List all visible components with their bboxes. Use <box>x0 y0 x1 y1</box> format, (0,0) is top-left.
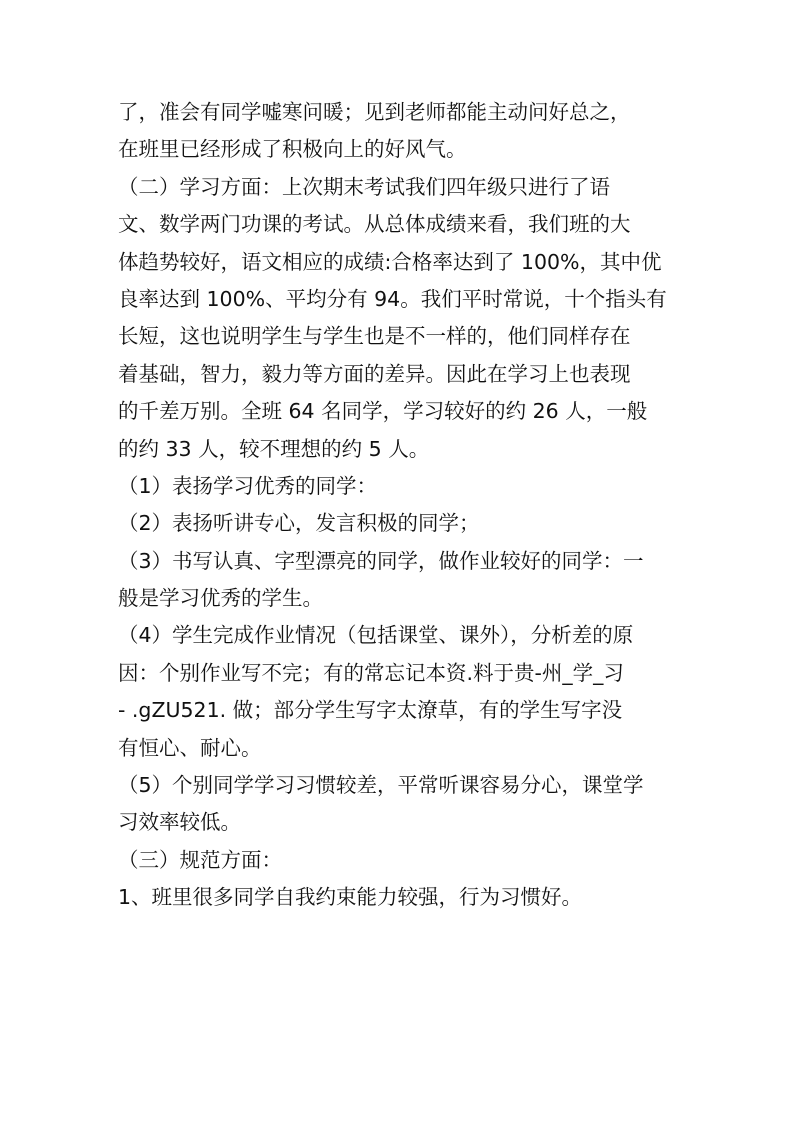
text-line: 体趋势较好，语文相应的成绩:合格率达到了 100%，其中优 <box>118 249 662 274</box>
text-line: （5）个别同学学习习惯较差，平常听课容易分心，课堂学 <box>118 773 644 798</box>
text-line: 的约 33 人，较不理想的约 5 人。 <box>118 436 430 461</box>
text-line: 在班里已经形成了积极向上的好风气。 <box>118 137 467 162</box>
text-line: （4）学生完成作业情况（包括课堂、课外），分析差的原 <box>118 623 634 648</box>
text-line: （3）书写认真、字型漂亮的同学，做作业较好的同学：一 <box>118 548 644 573</box>
text-line: 着基础，智力，毅力等方面的差异。因此在学习上也表现 <box>118 361 631 386</box>
body-text <box>118 94 678 917</box>
text-line: （三）规范方面： <box>118 847 282 872</box>
text-line: （1）表扬学习优秀的同学： <box>118 473 378 498</box>
text-line: - .gZU521. 做；部分学生写字太潦草，有的学生写字没 <box>118 698 623 723</box>
text-line: 文、数学两门功课的考试。从总体成绩来看，我们班的大 <box>118 212 631 237</box>
text-line: （二）学习方面：上次期末考试我们四年级只进行了语 <box>118 174 610 199</box>
text-line: 了，准会有同学嘘寒问暖；见到老师都能主动问好总之， <box>118 100 631 124</box>
text-line: 习效率较低。 <box>118 810 241 835</box>
text-line: 有恒心、耐心。 <box>118 735 262 760</box>
text-line: 长短，这也说明学生与学生也是不一样的，他们同样存在 <box>118 324 631 349</box>
text-line: （2）表扬听讲专心，发言积极的同学； <box>118 511 480 536</box>
text-line: 的千差万别。全班 64 名同学，学习较好的约 26 人，一般 <box>118 399 648 424</box>
text-line: 1、班里很多同学自我约束能力较强，行为习惯好。 <box>118 885 583 910</box>
text-line: 因：个别作业写不完；有的常忘记本资.料于贵-州_学_习 <box>118 660 624 685</box>
text-line: 良率达到 100%、平均分有 94。我们平时常说，十个指头有 <box>118 286 667 311</box>
text-line: 般是学习优秀的学生。 <box>118 586 323 611</box>
